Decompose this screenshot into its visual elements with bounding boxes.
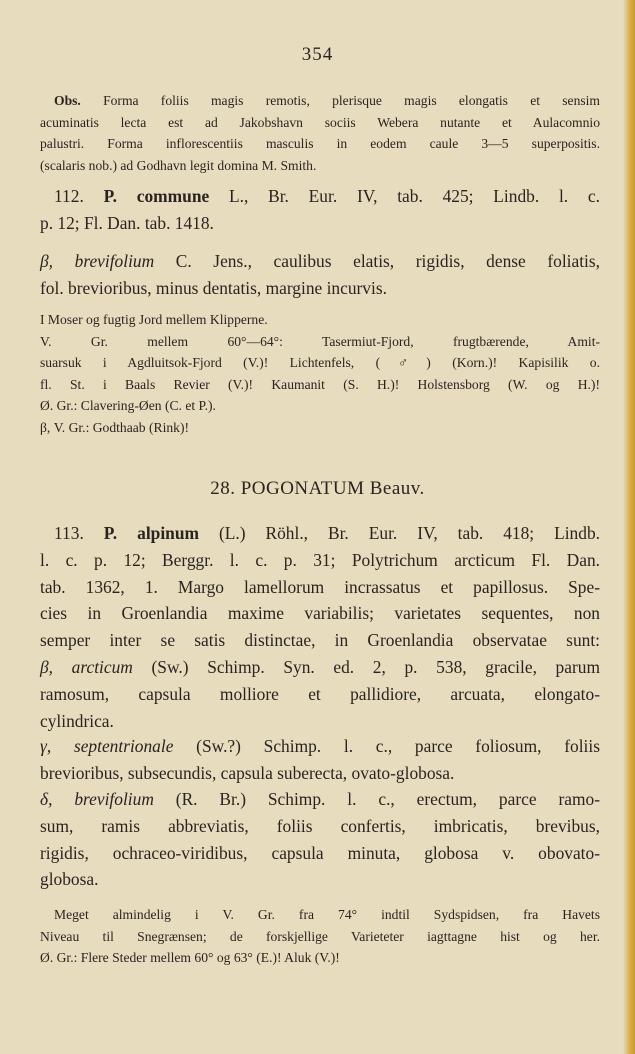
obs-paragraph xyxy=(40,90,600,176)
page-number: 354 xyxy=(301,44,334,65)
loc-112-line-2: V. Gr. mellem 60°—64°: Tasermiut-Fjord, frugtbærende, Amit- xyxy=(40,333,600,349)
variety-112-beta-line-2: fol. brevioribus, minus dentatis, margine incurvis. xyxy=(40,277,387,298)
variety-113-delta-line-3: rigidis, ochraceo-viridibus, capsula minuta, globosa v. obovato- xyxy=(40,842,600,863)
variety-name: arcticum xyxy=(71,657,133,677)
loc-112-line-1: I Moser og fugtig Jord mellem Klipperne. xyxy=(40,312,268,327)
localities-113 xyxy=(40,904,600,969)
variety-112-beta-line-1: β, brevifolium C. Jens., caulibus elatis, rigidis, dense foliatis, xyxy=(40,251,600,271)
loc-113-line-3: Ø. Gr.: Flere Steder mellem 60° og 63° (E.)! Aluk (V.)! xyxy=(40,950,340,965)
obs-line-4: (scalaris nob.) ad Godhavn legit domina M. Smith. xyxy=(40,157,317,173)
obs-line-2: acuminatis lecta est ad Jakobshavn sociis Webera nutante et Aulacomnio xyxy=(40,114,600,130)
loc-112-line-5: Ø. Gr.: Clavering-Øen (C. et P.). xyxy=(40,398,216,413)
entry-113-line-5: semper inter se satis distinctae, in Groenlandia observatae sunt: xyxy=(40,630,600,651)
entry-113-line-3: tab. 1362, 1. Margo lamellorum incrassatus et papillosus. Spe- xyxy=(40,576,600,597)
obs-line-1: Obs. Forma foliis magis remotis, plerisque magis elongatis et sensim xyxy=(54,93,601,108)
loc-112-line-4: fl. St. i Baals Revier (V.)! Kaumanit (S. H.)! Holstensborg (W. og H.)! xyxy=(40,376,600,392)
entry-113 xyxy=(40,520,600,654)
variety-name: septentrionale xyxy=(73,736,174,756)
variety-113-beta-line-3: cylindrica. xyxy=(40,710,114,731)
variety-113-gamma xyxy=(40,733,600,787)
variety-113-gamma-line-2: brevioribus, subsecundis, capsula suberecta, ovato-globosa. xyxy=(40,762,455,783)
variety-name: brevifolium xyxy=(74,251,155,271)
entry-113-line-2: l. c. p. 12; Berggr. l. c. p. 31; Polytrichum arcticum Fl. Dan. xyxy=(40,549,600,570)
loc-112-line-6: β, V. Gr.: Godthaab (Rink)! xyxy=(40,419,190,435)
loc-113-line-2: Niveau til Snegrænsen; de forskjellige Varieteter iagttagne hist og her. xyxy=(40,928,600,944)
variety-113-gamma-line-1: γ, septentrionale (Sw.?) Schimp. l. c., parce foliosum, foliis xyxy=(40,736,600,756)
species-name-112: P. commune xyxy=(103,186,210,206)
entry-113-line-1: 113. P. alpinum (L.) Röhl., Br. Eur. IV, tab. 418; Lindb. xyxy=(54,523,600,543)
entry-112 xyxy=(40,183,600,237)
entry-112-line-2: p. 12; Fl. Dan. tab. 1418. xyxy=(40,212,214,233)
genus-heading: 28. POGONATUM Beauv. xyxy=(210,478,425,499)
localities-112 xyxy=(40,309,600,438)
variety-113-delta-line-4: globosa. xyxy=(40,869,99,890)
obs-label: Obs. xyxy=(54,93,81,108)
variety-name: brevifolium xyxy=(74,789,154,809)
variety-113-delta-line-2: sum, ramis abbreviatis, foliis confertis, imbricatis, brevibus, xyxy=(40,815,600,836)
variety-112-beta xyxy=(40,248,600,302)
obs-line-3: palustri. Forma inflorescentiis masculis in eodem caule 3—5 superpositis. xyxy=(40,136,600,151)
variety-113-beta xyxy=(40,654,600,734)
variety-113-beta-line-2: ramosum, capsula molliore et pallidiore, arcuata, elongato- xyxy=(40,683,600,704)
loc-112-line-3: suarsuk i Agdluitsok-Fjord (V.)! Lichtenfels, (♂) (Korn.)! Kapisilik o. xyxy=(40,355,600,370)
loc-113-line-1: Meget almindelig i V. Gr. fra 74° indtil Sydspidsen, fra Havets xyxy=(54,907,600,922)
page-edge-binding xyxy=(623,0,635,1054)
entry-113-line-4: cies in Groenlandia maxime variabilis; varietates sequentes, non xyxy=(40,603,600,624)
species-name-113: P. alpinum xyxy=(103,523,199,543)
entry-112-line-1: 112. P. commune L., Br. Eur. IV, tab. 425; Lindb. l. c. xyxy=(54,186,601,206)
variety-113-delta xyxy=(40,786,600,893)
variety-113-delta-line-1: δ, brevifolium (R. Br.) Schimp. l. c., erectum, parce ramo- xyxy=(40,789,600,809)
variety-113-beta-line-1: β, arcticum (Sw.) Schimp. Syn. ed. 2, p. 538, gracile, parum xyxy=(40,657,600,677)
